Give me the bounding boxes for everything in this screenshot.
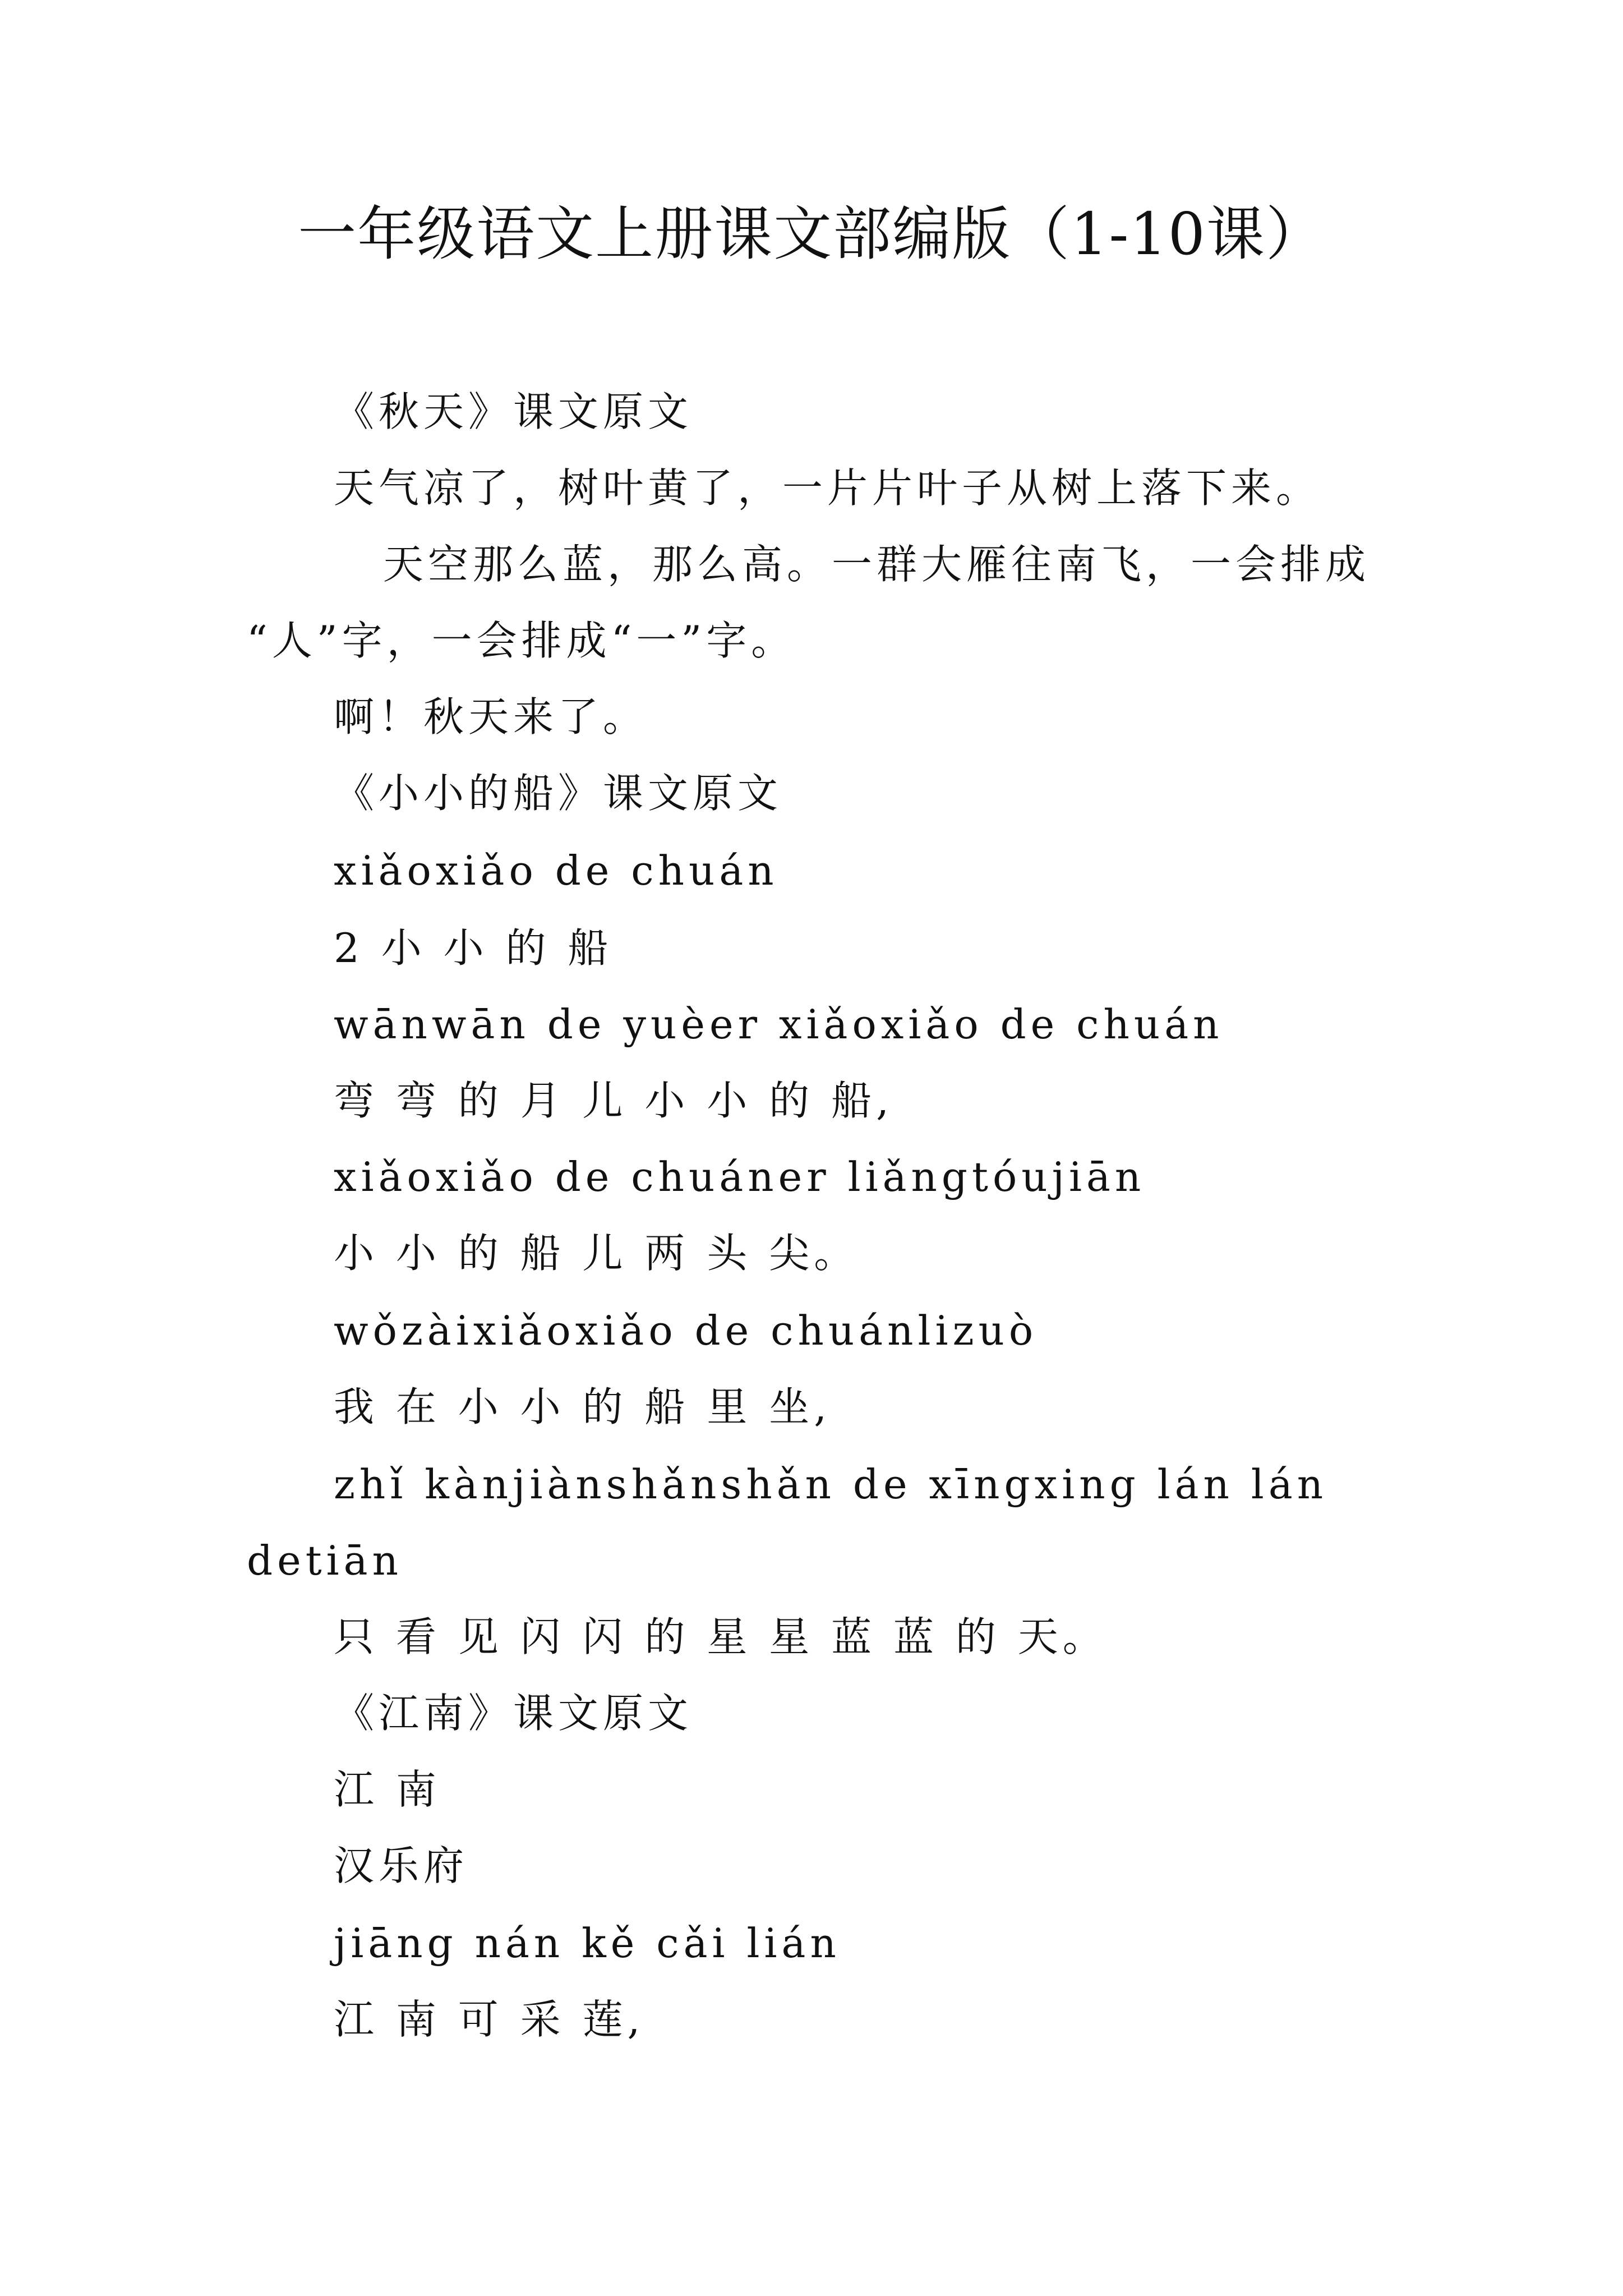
text-line: 小 小 的 船 儿 两 头 尖。 [334,1230,859,1277]
text-line: “人”字，一会排成“一”字。 [247,617,796,664]
pinyin-line: wānwān de yuèer xiǎoxiǎo de chuán [334,1001,1224,1048]
text-line: 啊！秋天来了。 [334,693,648,740]
pinyin-line: xiǎoxiǎo de chuán [334,847,778,894]
text-line: 2 小 小 的 船 [334,924,613,972]
text-line: 汉乐府 [334,1842,469,1889]
pinyin-line: zhǐ kànjiànshǎnshǎn de xīngxing lán lán [334,1461,1328,1508]
heading-xiaoxiaodechuan: 《小小的船》课文原文 [334,770,783,817]
pinyin-line: wǒzàixiǎoxiǎo de chuánlizuò [334,1307,1038,1354]
pinyin-line: jiāng nán kě cǎi lián [334,1920,841,1967]
text-line: 江 南 可 采 莲, [334,1996,645,2043]
heading-qiutian: 《秋天》课文原文 [334,388,693,435]
document-title: 一年级语文上册课文部编版（1-10课） [298,200,1325,268]
text-line: 弯 弯 的 月 儿 小 小 的 船, [334,1077,893,1124]
text-line: 天空那么蓝，那么高。一群大雁往南飞，一会排成 [383,541,1371,588]
text-line: 我 在 小 小 的 船 里 坐, [334,1383,832,1430]
heading-jiangnan: 《江南》课文原文 [334,1690,693,1737]
text-line: 只 看 见 闪 闪 的 星 星 蓝 蓝 的 天。 [334,1613,1108,1660]
pinyin-line: detiān [247,1537,403,1584]
pinyin-line: xiǎoxiǎo de chuáner liǎngtóujiān [334,1153,1146,1200]
text-line: 天气凉了，树叶黄了，一片片叶子从树上落下来。 [334,464,1321,512]
text-line: 江 南 [334,1766,441,1813]
